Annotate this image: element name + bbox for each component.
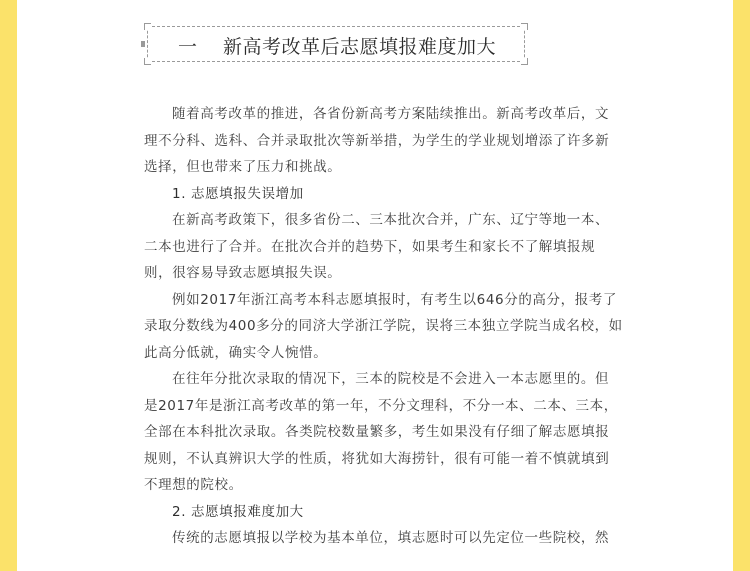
- paragraph: [144, 525, 614, 552]
- subheading-text: 2. 志愿填报难度加大: [172, 503, 304, 520]
- section-heading-box: [147, 26, 525, 62]
- text-line: 二本也进行了合并。在批次合并的趋势下，如果考生和家长不了解填报规: [144, 238, 596, 255]
- corner-mark: [144, 23, 151, 30]
- left-yellow-border: [0, 0, 17, 571]
- text-line: 录取分数线为400多分的同济大学浙江学院，误将三本独立学院当成名校，如: [144, 318, 623, 334]
- corner-mark: [521, 58, 528, 65]
- text-line: 传统的志愿填报以学校为基本单位，填志愿时可以先定位一些院校，然: [172, 530, 610, 546]
- text-line: 是2017年是浙江高考改革的第一年，不分文理科，不分一本、二本、三本，: [144, 397, 618, 414]
- section-title: 新高考改革后志愿填报难度加大: [223, 36, 497, 58]
- text-line: 则，很容易导致志愿填报失误。: [144, 265, 342, 281]
- document-page: [17, 0, 733, 571]
- right-yellow-border: [733, 0, 750, 571]
- heading-tick-mark: [141, 41, 145, 47]
- text-line: 随着高考改革的推进，各省份新高考方案陆续推出。新高考改革后，文: [172, 106, 610, 122]
- text-line: 在往年分批次录取的情况下，三本的院校是不会进入一本志愿里的。但: [172, 371, 610, 387]
- text-line: 选择，但也带来了压力和挑战。: [144, 159, 342, 175]
- text-line: 在新高考政策下，很多省份二、三本批次合并，广东、辽宁等地一本、: [172, 212, 610, 228]
- text-line: 规则，不认真辨识大学的性质，将犹如大海捞针，很有可能一着不慎就填到: [144, 450, 610, 467]
- text-line: 此高分低就，确实令人惋惜。: [144, 344, 328, 361]
- text-line: 全部在本科批次录取。各类院校数量繁多，考生如果没有仔细了解志愿填报: [144, 424, 610, 440]
- subheading: [144, 181, 614, 208]
- text-line: 不理想的院校。: [144, 477, 243, 493]
- corner-mark: [521, 23, 528, 30]
- paragraph: [144, 101, 614, 181]
- paragraph: [144, 287, 623, 367]
- paragraph: [144, 366, 618, 499]
- subheading: [144, 499, 614, 526]
- text-line: 例如2017年浙江高考本科志愿填报时，有考生以646分的高分，报考了: [172, 291, 618, 308]
- paragraph: [144, 207, 614, 287]
- subheading-text: 1. 志愿填报失误增加: [172, 185, 304, 202]
- text-line: 理不分科、选科、合并录取批次等新举措，为学生的学业规划增添了许多新: [144, 132, 610, 149]
- section-number: 一: [178, 36, 198, 58]
- body-text: [144, 101, 623, 552]
- corner-mark: [144, 58, 151, 65]
